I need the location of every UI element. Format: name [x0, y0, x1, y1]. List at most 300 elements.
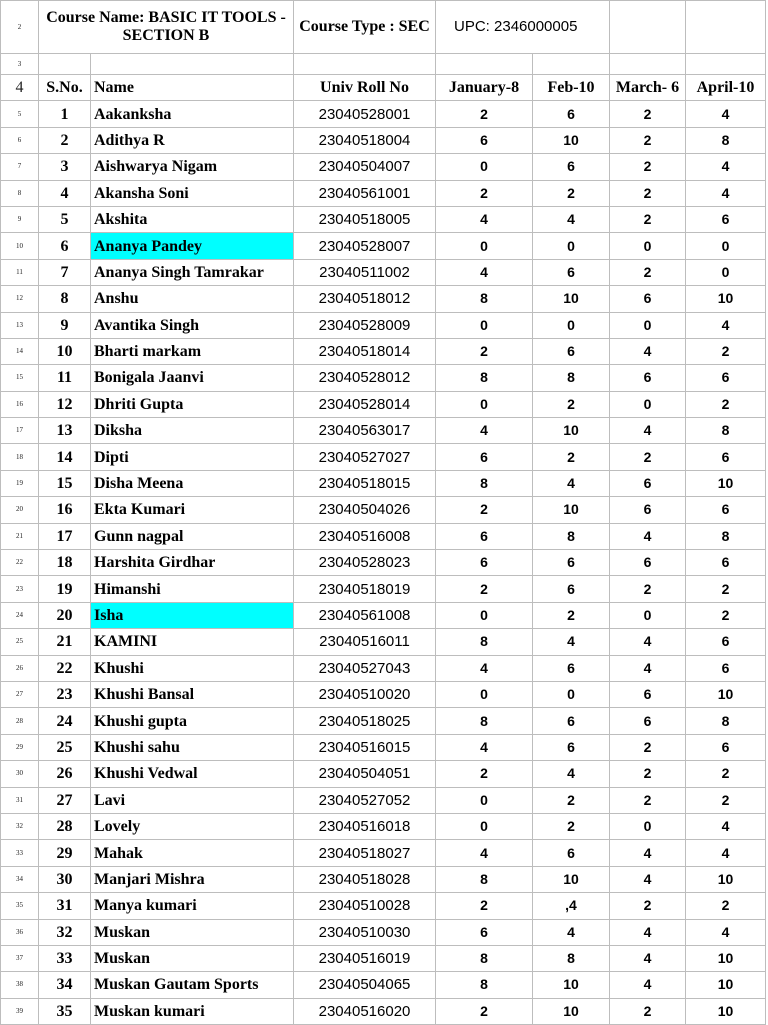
row-number[interactable]: 21: [1, 523, 39, 549]
student-name-cell[interactable]: Lovely: [91, 813, 294, 839]
serial-number-cell[interactable]: 8: [39, 286, 91, 312]
roll-number-cell[interactable]: 23040504065: [294, 972, 436, 998]
feb-score-cell[interactable]: 4: [533, 629, 610, 655]
student-name-cell[interactable]: Dhriti Gupta: [91, 391, 294, 417]
january-score-cell[interactable]: 0: [436, 787, 533, 813]
march-score-cell[interactable]: 2: [610, 101, 686, 127]
row-number[interactable]: 22: [1, 550, 39, 576]
row-number[interactable]: 38: [1, 972, 39, 998]
feb-score-cell[interactable]: 6: [533, 101, 610, 127]
january-score-cell[interactable]: 8: [436, 708, 533, 734]
student-name-cell[interactable]: Manya kumari: [91, 893, 294, 919]
row-number[interactable]: 19: [1, 470, 39, 496]
january-score-cell[interactable]: 2: [436, 101, 533, 127]
roll-number-cell[interactable]: 23040518015: [294, 470, 436, 496]
march-score-cell[interactable]: 6: [610, 550, 686, 576]
january-score-cell[interactable]: 2: [436, 998, 533, 1024]
feb-score-cell[interactable]: ,4: [533, 893, 610, 919]
feb-score-cell[interactable]: 4: [533, 919, 610, 945]
serial-number-cell[interactable]: 3: [39, 154, 91, 180]
january-score-cell[interactable]: 2: [436, 180, 533, 206]
row-number[interactable]: 10: [1, 233, 39, 259]
roll-number-cell[interactable]: 23040510028: [294, 893, 436, 919]
april-score-cell[interactable]: 4: [686, 312, 766, 338]
roll-number-cell[interactable]: 23040527052: [294, 787, 436, 813]
april-score-cell[interactable]: 2: [686, 338, 766, 364]
feb-score-cell[interactable]: 2: [533, 180, 610, 206]
march-score-cell[interactable]: 2: [610, 180, 686, 206]
serial-number-cell[interactable]: 32: [39, 919, 91, 945]
april-score-cell[interactable]: 4: [686, 101, 766, 127]
january-score-cell[interactable]: 6: [436, 127, 533, 153]
serial-number-cell[interactable]: 19: [39, 576, 91, 602]
row-number[interactable]: 7: [1, 154, 39, 180]
row-number[interactable]: 35: [1, 893, 39, 919]
serial-number-cell[interactable]: 4: [39, 180, 91, 206]
feb-score-cell[interactable]: 6: [533, 259, 610, 285]
march-score-cell[interactable]: 0: [610, 813, 686, 839]
row-number[interactable]: 15: [1, 365, 39, 391]
student-name-cell[interactable]: Bonigala Jaanvi: [91, 365, 294, 391]
april-score-cell[interactable]: 10: [686, 681, 766, 707]
january-score-cell[interactable]: 0: [436, 602, 533, 628]
march-score-cell[interactable]: 2: [610, 893, 686, 919]
row-number[interactable]: 20: [1, 497, 39, 523]
empty-cell[interactable]: [294, 54, 436, 75]
april-score-cell[interactable]: 10: [686, 470, 766, 496]
student-name-cell[interactable]: Mahak: [91, 840, 294, 866]
march-header[interactable]: March- 6: [610, 75, 686, 101]
row-number[interactable]: 17: [1, 418, 39, 444]
student-name-cell[interactable]: Ananya Pandey: [91, 233, 294, 259]
row-number[interactable]: 32: [1, 813, 39, 839]
roll-number-cell[interactable]: 23040527043: [294, 655, 436, 681]
january-header[interactable]: January-8: [436, 75, 533, 101]
empty-cell[interactable]: [686, 54, 766, 75]
january-score-cell[interactable]: 2: [436, 338, 533, 364]
student-name-cell[interactable]: Disha Meena: [91, 470, 294, 496]
feb-score-cell[interactable]: 10: [533, 998, 610, 1024]
feb-score-cell[interactable]: 8: [533, 365, 610, 391]
april-score-cell[interactable]: 10: [686, 866, 766, 892]
march-score-cell[interactable]: 2: [610, 206, 686, 232]
serial-number-cell[interactable]: 26: [39, 761, 91, 787]
april-score-cell[interactable]: 4: [686, 840, 766, 866]
april-score-cell[interactable]: 6: [686, 497, 766, 523]
student-name-cell[interactable]: Muskan: [91, 945, 294, 971]
feb-score-cell[interactable]: 2: [533, 602, 610, 628]
march-score-cell[interactable]: 2: [610, 444, 686, 470]
roll-number-cell[interactable]: 23040516015: [294, 734, 436, 760]
january-score-cell[interactable]: 0: [436, 813, 533, 839]
row-number[interactable]: 39: [1, 998, 39, 1024]
april-score-cell[interactable]: 2: [686, 576, 766, 602]
serial-number-cell[interactable]: 34: [39, 972, 91, 998]
roll-number-cell[interactable]: 23040516020: [294, 998, 436, 1024]
feb-score-cell[interactable]: 6: [533, 550, 610, 576]
feb-score-cell[interactable]: 4: [533, 470, 610, 496]
feb-score-cell[interactable]: 6: [533, 576, 610, 602]
feb-score-cell[interactable]: 4: [533, 206, 610, 232]
empty-cell[interactable]: [39, 54, 91, 75]
april-score-cell[interactable]: 10: [686, 286, 766, 312]
january-score-cell[interactable]: 0: [436, 154, 533, 180]
student-name-cell[interactable]: Akansha Soni: [91, 180, 294, 206]
feb-score-cell[interactable]: 8: [533, 945, 610, 971]
serial-number-cell[interactable]: 10: [39, 338, 91, 364]
april-score-cell[interactable]: 8: [686, 708, 766, 734]
january-score-cell[interactable]: 8: [436, 470, 533, 496]
student-name-cell[interactable]: Dipti: [91, 444, 294, 470]
march-score-cell[interactable]: 0: [610, 312, 686, 338]
feb-score-cell[interactable]: 8: [533, 523, 610, 549]
serial-number-cell[interactable]: 33: [39, 945, 91, 971]
march-score-cell[interactable]: 4: [610, 840, 686, 866]
march-score-cell[interactable]: 2: [610, 259, 686, 285]
roll-number-cell[interactable]: 23040504026: [294, 497, 436, 523]
march-score-cell[interactable]: 0: [610, 602, 686, 628]
march-score-cell[interactable]: 6: [610, 681, 686, 707]
feb-score-cell[interactable]: 10: [533, 418, 610, 444]
row-number[interactable]: 14: [1, 338, 39, 364]
row-number[interactable]: 24: [1, 602, 39, 628]
roll-number-cell[interactable]: 23040516018: [294, 813, 436, 839]
serial-number-cell[interactable]: 28: [39, 813, 91, 839]
feb-score-cell[interactable]: 6: [533, 338, 610, 364]
row-number[interactable]: 9: [1, 206, 39, 232]
empty-cell[interactable]: [91, 54, 294, 75]
january-score-cell[interactable]: 8: [436, 866, 533, 892]
april-score-cell[interactable]: 2: [686, 602, 766, 628]
serial-number-cell[interactable]: 11: [39, 365, 91, 391]
march-score-cell[interactable]: 6: [610, 286, 686, 312]
row-number[interactable]: 11: [1, 259, 39, 285]
march-score-cell[interactable]: 4: [610, 945, 686, 971]
roll-number-cell[interactable]: 23040518004: [294, 127, 436, 153]
student-name-cell[interactable]: Adithya R: [91, 127, 294, 153]
row-number[interactable]: 28: [1, 708, 39, 734]
roll-header[interactable]: Univ Roll No: [294, 75, 436, 101]
feb-header[interactable]: Feb-10: [533, 75, 610, 101]
empty-cell[interactable]: [533, 54, 610, 75]
course-type-cell[interactable]: Course Type : SEC: [294, 1, 436, 54]
student-name-cell[interactable]: Akshita: [91, 206, 294, 232]
april-score-cell[interactable]: 6: [686, 734, 766, 760]
feb-score-cell[interactable]: 2: [533, 813, 610, 839]
march-score-cell[interactable]: 2: [610, 734, 686, 760]
row-number[interactable]: 3: [1, 54, 39, 75]
roll-number-cell[interactable]: 23040561008: [294, 602, 436, 628]
march-score-cell[interactable]: 2: [610, 154, 686, 180]
january-score-cell[interactable]: 8: [436, 972, 533, 998]
row-number[interactable]: 12: [1, 286, 39, 312]
roll-number-cell[interactable]: 23040528009: [294, 312, 436, 338]
march-score-cell[interactable]: 4: [610, 919, 686, 945]
row-number[interactable]: 33: [1, 840, 39, 866]
roll-number-cell[interactable]: 23040528012: [294, 365, 436, 391]
feb-score-cell[interactable]: 0: [533, 681, 610, 707]
feb-score-cell[interactable]: 6: [533, 655, 610, 681]
serial-number-cell[interactable]: 22: [39, 655, 91, 681]
empty-cell[interactable]: [686, 1, 766, 54]
feb-score-cell[interactable]: 10: [533, 972, 610, 998]
student-name-cell[interactable]: Muskan Gautam Sports: [91, 972, 294, 998]
row-number[interactable]: 29: [1, 734, 39, 760]
row-number[interactable]: 37: [1, 945, 39, 971]
roll-number-cell[interactable]: 23040518028: [294, 866, 436, 892]
march-score-cell[interactable]: 0: [610, 233, 686, 259]
april-score-cell[interactable]: 6: [686, 444, 766, 470]
april-score-cell[interactable]: 0: [686, 259, 766, 285]
march-score-cell[interactable]: 0: [610, 391, 686, 417]
roll-number-cell[interactable]: 23040528007: [294, 233, 436, 259]
serial-number-cell[interactable]: 21: [39, 629, 91, 655]
row-number[interactable]: 8: [1, 180, 39, 206]
april-score-cell[interactable]: 8: [686, 523, 766, 549]
january-score-cell[interactable]: 0: [436, 391, 533, 417]
row-number[interactable]: 2: [1, 1, 39, 54]
roll-number-cell[interactable]: 23040528023: [294, 550, 436, 576]
student-name-cell[interactable]: Aishwarya Nigam: [91, 154, 294, 180]
roll-number-cell[interactable]: 23040563017: [294, 418, 436, 444]
student-name-cell[interactable]: Ekta Kumari: [91, 497, 294, 523]
january-score-cell[interactable]: 2: [436, 497, 533, 523]
april-score-cell[interactable]: 0: [686, 233, 766, 259]
row-number[interactable]: 4: [1, 75, 39, 101]
march-score-cell[interactable]: 4: [610, 338, 686, 364]
course-name-cell[interactable]: Course Name: BASIC IT TOOLS - SECTION B: [39, 1, 294, 54]
serial-number-cell[interactable]: 27: [39, 787, 91, 813]
serial-number-cell[interactable]: 18: [39, 550, 91, 576]
march-score-cell[interactable]: 2: [610, 761, 686, 787]
student-name-cell[interactable]: Ananya Singh Tamrakar: [91, 259, 294, 285]
serial-number-cell[interactable]: 23: [39, 681, 91, 707]
student-name-cell[interactable]: Khushi Vedwal: [91, 761, 294, 787]
january-score-cell[interactable]: 6: [436, 444, 533, 470]
april-score-cell[interactable]: 6: [686, 655, 766, 681]
student-name-cell[interactable]: Himanshi: [91, 576, 294, 602]
feb-score-cell[interactable]: 6: [533, 708, 610, 734]
feb-score-cell[interactable]: 0: [533, 312, 610, 338]
roll-number-cell[interactable]: 23040518025: [294, 708, 436, 734]
student-name-cell[interactable]: Anshu: [91, 286, 294, 312]
serial-number-cell[interactable]: 2: [39, 127, 91, 153]
serial-number-cell[interactable]: 15: [39, 470, 91, 496]
march-score-cell[interactable]: 2: [610, 127, 686, 153]
empty-cell[interactable]: [436, 54, 533, 75]
feb-score-cell[interactable]: 2: [533, 391, 610, 417]
roll-number-cell[interactable]: 23040518019: [294, 576, 436, 602]
april-score-cell[interactable]: 8: [686, 418, 766, 444]
april-score-cell[interactable]: 6: [686, 550, 766, 576]
january-score-cell[interactable]: 2: [436, 576, 533, 602]
roll-number-cell[interactable]: 23040511002: [294, 259, 436, 285]
serial-number-cell[interactable]: 35: [39, 998, 91, 1024]
feb-score-cell[interactable]: 2: [533, 444, 610, 470]
april-score-cell[interactable]: 4: [686, 813, 766, 839]
row-number[interactable]: 36: [1, 919, 39, 945]
april-header[interactable]: April-10: [686, 75, 766, 101]
serial-number-cell[interactable]: 1: [39, 101, 91, 127]
row-number[interactable]: 23: [1, 576, 39, 602]
january-score-cell[interactable]: 8: [436, 365, 533, 391]
roll-number-cell[interactable]: 23040518005: [294, 206, 436, 232]
january-score-cell[interactable]: 6: [436, 550, 533, 576]
january-score-cell[interactable]: 8: [436, 286, 533, 312]
row-number[interactable]: 31: [1, 787, 39, 813]
roll-number-cell[interactable]: 23040528001: [294, 101, 436, 127]
march-score-cell[interactable]: 2: [610, 576, 686, 602]
roll-number-cell[interactable]: 23040510030: [294, 919, 436, 945]
april-score-cell[interactable]: 4: [686, 154, 766, 180]
march-score-cell[interactable]: 4: [610, 523, 686, 549]
student-name-cell[interactable]: Aakanksha: [91, 101, 294, 127]
student-name-cell[interactable]: Khushi gupta: [91, 708, 294, 734]
roll-number-cell[interactable]: 23040516008: [294, 523, 436, 549]
student-name-cell[interactable]: Diksha: [91, 418, 294, 444]
row-number[interactable]: 26: [1, 655, 39, 681]
january-score-cell[interactable]: 0: [436, 681, 533, 707]
serial-number-cell[interactable]: 7: [39, 259, 91, 285]
march-score-cell[interactable]: 4: [610, 866, 686, 892]
april-score-cell[interactable]: 6: [686, 365, 766, 391]
feb-score-cell[interactable]: 6: [533, 154, 610, 180]
serial-number-cell[interactable]: 14: [39, 444, 91, 470]
roll-number-cell[interactable]: 23040561001: [294, 180, 436, 206]
row-number[interactable]: 27: [1, 681, 39, 707]
serial-number-cell[interactable]: 24: [39, 708, 91, 734]
feb-score-cell[interactable]: 10: [533, 497, 610, 523]
student-name-cell[interactable]: Khushi sahu: [91, 734, 294, 760]
feb-score-cell[interactable]: 10: [533, 286, 610, 312]
april-score-cell[interactable]: 2: [686, 761, 766, 787]
student-name-cell[interactable]: Khushi Bansal: [91, 681, 294, 707]
student-name-cell[interactable]: Muskan: [91, 919, 294, 945]
january-score-cell[interactable]: 4: [436, 840, 533, 866]
row-number[interactable]: 16: [1, 391, 39, 417]
january-score-cell[interactable]: 6: [436, 919, 533, 945]
january-score-cell[interactable]: 8: [436, 945, 533, 971]
march-score-cell[interactable]: 2: [610, 787, 686, 813]
student-name-cell[interactable]: Manjari Mishra: [91, 866, 294, 892]
row-number[interactable]: 34: [1, 866, 39, 892]
roll-number-cell[interactable]: 23040518027: [294, 840, 436, 866]
march-score-cell[interactable]: 6: [610, 470, 686, 496]
empty-cell[interactable]: [610, 1, 686, 54]
january-score-cell[interactable]: 6: [436, 523, 533, 549]
january-score-cell[interactable]: 2: [436, 761, 533, 787]
row-number[interactable]: 5: [1, 101, 39, 127]
march-score-cell[interactable]: 6: [610, 497, 686, 523]
roll-number-cell[interactable]: 23040518014: [294, 338, 436, 364]
april-score-cell[interactable]: 6: [686, 206, 766, 232]
march-score-cell[interactable]: 6: [610, 708, 686, 734]
row-number[interactable]: 6: [1, 127, 39, 153]
row-number[interactable]: 25: [1, 629, 39, 655]
row-number[interactable]: 18: [1, 444, 39, 470]
feb-score-cell[interactable]: 0: [533, 233, 610, 259]
january-score-cell[interactable]: 4: [436, 206, 533, 232]
roll-number-cell[interactable]: 23040516019: [294, 945, 436, 971]
name-header[interactable]: Name: [91, 75, 294, 101]
serial-number-cell[interactable]: 30: [39, 866, 91, 892]
row-number[interactable]: 13: [1, 312, 39, 338]
april-score-cell[interactable]: 10: [686, 945, 766, 971]
student-name-cell[interactable]: Gunn nagpal: [91, 523, 294, 549]
feb-score-cell[interactable]: 10: [533, 127, 610, 153]
serial-number-cell[interactable]: 31: [39, 893, 91, 919]
feb-score-cell[interactable]: 6: [533, 840, 610, 866]
january-score-cell[interactable]: 0: [436, 233, 533, 259]
march-score-cell[interactable]: 2: [610, 998, 686, 1024]
march-score-cell[interactable]: 6: [610, 365, 686, 391]
student-name-cell[interactable]: Avantika Singh: [91, 312, 294, 338]
student-name-cell[interactable]: Isha: [91, 602, 294, 628]
serial-number-cell[interactable]: 25: [39, 734, 91, 760]
serial-number-cell[interactable]: 12: [39, 391, 91, 417]
roll-number-cell[interactable]: 23040504051: [294, 761, 436, 787]
roll-number-cell[interactable]: 23040528014: [294, 391, 436, 417]
feb-score-cell[interactable]: 10: [533, 866, 610, 892]
student-name-cell[interactable]: Muskan kumari: [91, 998, 294, 1024]
sno-header[interactable]: S.No.: [39, 75, 91, 101]
serial-number-cell[interactable]: 6: [39, 233, 91, 259]
roll-number-cell[interactable]: 23040518012: [294, 286, 436, 312]
student-name-cell[interactable]: KAMINI: [91, 629, 294, 655]
march-score-cell[interactable]: 4: [610, 418, 686, 444]
roll-number-cell[interactable]: 23040510020: [294, 681, 436, 707]
january-score-cell[interactable]: 4: [436, 418, 533, 444]
roll-number-cell[interactable]: 23040504007: [294, 154, 436, 180]
student-name-cell[interactable]: Bharti markam: [91, 338, 294, 364]
student-name-cell[interactable]: Khushi: [91, 655, 294, 681]
empty-cell[interactable]: [610, 54, 686, 75]
roll-number-cell[interactable]: 23040516011: [294, 629, 436, 655]
april-score-cell[interactable]: 10: [686, 972, 766, 998]
feb-score-cell[interactable]: 4: [533, 761, 610, 787]
upc-cell[interactable]: UPC: 2346000005: [436, 1, 610, 54]
serial-number-cell[interactable]: 20: [39, 602, 91, 628]
serial-number-cell[interactable]: 13: [39, 418, 91, 444]
april-score-cell[interactable]: 2: [686, 787, 766, 813]
march-score-cell[interactable]: 4: [610, 972, 686, 998]
feb-score-cell[interactable]: 2: [533, 787, 610, 813]
serial-number-cell[interactable]: 5: [39, 206, 91, 232]
serial-number-cell[interactable]: 17: [39, 523, 91, 549]
january-score-cell[interactable]: 0: [436, 312, 533, 338]
january-score-cell[interactable]: 4: [436, 259, 533, 285]
serial-number-cell[interactable]: 29: [39, 840, 91, 866]
march-score-cell[interactable]: 4: [610, 655, 686, 681]
feb-score-cell[interactable]: 6: [533, 734, 610, 760]
roll-number-cell[interactable]: 23040527027: [294, 444, 436, 470]
january-score-cell[interactable]: 4: [436, 655, 533, 681]
april-score-cell[interactable]: 8: [686, 127, 766, 153]
january-score-cell[interactable]: 2: [436, 893, 533, 919]
april-score-cell[interactable]: 4: [686, 919, 766, 945]
april-score-cell[interactable]: 2: [686, 893, 766, 919]
april-score-cell[interactable]: 6: [686, 629, 766, 655]
serial-number-cell[interactable]: 9: [39, 312, 91, 338]
student-name-cell[interactable]: Harshita Girdhar: [91, 550, 294, 576]
april-score-cell[interactable]: 4: [686, 180, 766, 206]
january-score-cell[interactable]: 4: [436, 734, 533, 760]
serial-number-cell[interactable]: 16: [39, 497, 91, 523]
april-score-cell[interactable]: 10: [686, 998, 766, 1024]
january-score-cell[interactable]: 8: [436, 629, 533, 655]
student-name-cell[interactable]: Lavi: [91, 787, 294, 813]
row-number[interactable]: 30: [1, 761, 39, 787]
